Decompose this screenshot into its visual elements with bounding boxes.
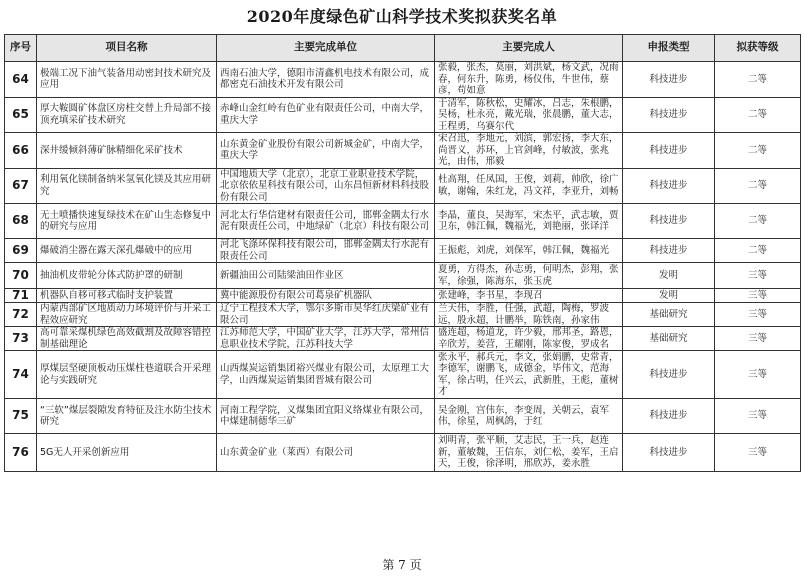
cell-level: 三等 (715, 263, 801, 289)
table-row (5, 239, 801, 263)
header-project-name: 项目名称 (37, 35, 217, 62)
cell-no: 66 (5, 133, 37, 169)
cell-no: 72 (5, 303, 37, 327)
cell-project-name: 5G无人开采创新应用 (37, 434, 217, 472)
table-row (5, 303, 801, 327)
table-row (5, 263, 801, 289)
cell-level: 三等 (715, 351, 801, 399)
table-row (5, 434, 801, 472)
cell-people: 于清军，陈秋松，史耀冰，吕志，朱根鹏，吴杨，杜永亮，戴光瑞，张晨鹏，董大志，王程勇，乌赛尔代 (435, 97, 623, 133)
cell-unit: 山西煤炭运销集团裕兴煤业有限公司，太原理工大学，山西煤炭运销集团晋城有限公司 (217, 351, 435, 399)
cell-level: 二等 (715, 204, 801, 239)
cell-type: 基础研究 (623, 327, 715, 351)
cell-level: 二等 (715, 239, 801, 263)
cell-people: 张毅，张杰，莫丽，刘洪斌，杨文武，况雨春，何东升，陈勇，杨仪伟，牛世伟，蔡彦，苟如意 (435, 62, 623, 98)
cell-project-name: 极端工况下油气装备用动密封技术研究及应用 (37, 62, 217, 98)
header-level: 拟获等级 (715, 35, 801, 62)
awards-table (4, 34, 801, 472)
cell-type: 科技进步 (623, 133, 715, 169)
table-row (5, 327, 801, 351)
cell-level: 三等 (715, 399, 801, 434)
table-row (5, 168, 801, 204)
table-row (5, 62, 801, 98)
cell-level: 三等 (715, 303, 801, 327)
cell-level: 二等 (715, 97, 801, 133)
cell-type: 发明 (623, 263, 715, 289)
cell-no: 68 (5, 204, 37, 239)
cell-project-name: 深井缓倾斜薄矿脉精细化采矿技术 (37, 133, 217, 169)
table-row (5, 97, 801, 133)
cell-no: 67 (5, 168, 37, 204)
cell-project-name: “三软”煤层裂隙发育特征及注水防尘技术研究 (37, 399, 217, 434)
table-body (5, 62, 801, 472)
cell-people: 刘明青，张平顺，艾志民，王一兵，赵连新，董敏魏，王信东，刘仁松，姜军，王启天，王俊，徐泽明，邢欣苏，姜永胜 (435, 434, 623, 472)
header-type: 申报类型 (623, 35, 715, 62)
cell-level: 三等 (715, 434, 801, 472)
cell-unit: 河北太行华信建材有限责任公司，邯郸金隅太行水泥有限责任公司，中地绿矿（北京）科技有限公司 (217, 204, 435, 239)
cell-unit: 辽宁工程技术大学，鄂尔多斯市昊华红庆梁矿业有限公司 (217, 303, 435, 327)
cell-level: 二等 (715, 168, 801, 204)
cell-people: 吴金刚，宫伟东，李变周，关朝云，袁军伟，徐星，周枫鸽，于红 (435, 399, 623, 434)
cell-no: 64 (5, 62, 37, 98)
cell-no: 74 (5, 351, 37, 399)
cell-people: 盛连超，杨道龙，许少毅，邢邦圣，路恩，辛欣芳，姜营，王耀刚，陈家俊，罗成名 (435, 327, 623, 351)
cell-project-name: 高可靠采煤机绿色高效截割及故障容错控制基础理论 (37, 327, 217, 351)
cell-people: 兰天伟，李胜，任强，武超，陶梅，罗波远，殷永超，计鹏举，陈铁南，孙家伟 (435, 303, 623, 327)
cell-project-name: 厚煤层坚硬顶板动压煤柱巷道联合开采理论与实践研究 (37, 351, 217, 399)
cell-no: 69 (5, 239, 37, 263)
table-row (5, 289, 801, 303)
cell-type: 科技进步 (623, 399, 715, 434)
cell-type: 科技进步 (623, 97, 715, 133)
cell-project-name: 爆破消尘器在露天深孔爆破中的应用 (37, 239, 217, 263)
cell-project-name: 机器队自移可移式临时支护装置 (37, 289, 217, 303)
header-unit: 主要完成单位 (217, 35, 435, 62)
cell-level: 二等 (715, 62, 801, 98)
cell-type: 科技进步 (623, 62, 715, 98)
cell-type: 科技进步 (623, 168, 715, 204)
cell-unit: 河南工程学院，义煤集团宜阳义络煤业有限公司，中煤建制德华三矿 (217, 399, 435, 434)
cell-unit: 西南石油大学，德阳市清鑫机电技术有限公司，成都密克石油技术开发有限公司 (217, 62, 435, 98)
cell-no: 65 (5, 97, 37, 133)
cell-type: 科技进步 (623, 204, 715, 239)
cell-type: 发明 (623, 289, 715, 303)
cell-unit: 山东黄金矿业（莱西）有限公司 (217, 434, 435, 472)
cell-project-name: 厚大鞍圆矿体盘区房柱交替上升局部不接顶充填采矿技术研究 (37, 97, 217, 133)
cell-type: 基础研究 (623, 303, 715, 327)
cell-people: 王振彪，刘虎，刘保军，韩江佩，魏福光 (435, 239, 623, 263)
cell-no: 71 (5, 289, 37, 303)
cell-people: 张建峰，李书星，李现召 (435, 289, 623, 303)
cell-people: 宋召迅，李地元，刘滨，郭宏扬，李大东，尚晋义，苏环，上官剑峰，付敏波，张兆光，由伟，邢毅 (435, 133, 623, 169)
cell-unit: 中国地质大学（北京），北京工业职业技术学院，北京依依星科技有限公司，山东昌恒新材料科技股份有限公司 (217, 168, 435, 204)
cell-unit: 山东黄金矿业股份有限公司新城金矿，中南大学，重庆大学 (217, 133, 435, 169)
cell-unit: 新疆油田公司陆梁油田作业区 (217, 263, 435, 289)
cell-no: 76 (5, 434, 37, 472)
cell-people: 夏勇，方得杰，孙志勇，何明杰，彭翔，张军，徐强，陈海东，张玉虎 (435, 263, 623, 289)
cell-type: 科技进步 (623, 239, 715, 263)
cell-level: 三等 (715, 289, 801, 303)
cell-people: 张永平，郝兵元，李文，张娟鹏，史常青，李德军，谢鹏飞，成德金，毕伟文，范海军，徐占明，任兴云，武新胜，王彪，董树才 (435, 351, 623, 399)
cell-no: 75 (5, 399, 37, 434)
page-number: 第 7 页 (382, 558, 422, 572)
cell-level: 三等 (715, 327, 801, 351)
cell-project-name: 抽油机皮带轮分体式防护罩的研制 (37, 263, 217, 289)
table-row (5, 133, 801, 169)
table-row (5, 399, 801, 434)
cell-type: 科技进步 (623, 434, 715, 472)
header-no: 序号 (5, 35, 37, 62)
cell-unit: 赤峰山金红岭有色矿业有限责任公司，中南大学，重庆大学 (217, 97, 435, 133)
cell-people: 李晶，董良，吴海军，宋杰平，武志敏，贾卫东，韩江佩，魏福光，刘艳丽，张译洋 (435, 204, 623, 239)
cell-people: 杜高翔，任凤国，王俊，刘莉，帅欣，徐广敏，谢翰，朱红龙，冯文祥，李亚升，刘畅 (435, 168, 623, 204)
table-row (5, 204, 801, 239)
cell-level: 二等 (715, 133, 801, 169)
cell-project-name: 无土喷播快速复绿技术在矿山生态修复中的研究与应用 (37, 204, 217, 239)
header-people: 主要完成人 (435, 35, 623, 62)
cell-type: 科技进步 (623, 351, 715, 399)
cell-no: 70 (5, 263, 37, 289)
document-title: 2020年度绿色矿山科学技术奖拟获奖名单 (246, 7, 558, 26)
cell-unit: 江苏师范大学，中国矿业大学，江苏大学，常州信息职业技术学院，江苏科技大学 (217, 327, 435, 351)
cell-project-name: 内蒙西部矿区地质动力环境评价与开采工程效应研究 (37, 303, 217, 327)
cell-project-name: 利用氧化镁制备纳米氢氧化镁及其应用研究 (37, 168, 217, 204)
cell-unit: 冀中能源股份有限公司葛泉矿机器队 (217, 289, 435, 303)
cell-no: 73 (5, 327, 37, 351)
cell-unit: 河北飞涤环保科技有限公司，邯郸金隅太行水泥有限责任公司 (217, 239, 435, 263)
table-row (5, 351, 801, 399)
table-header (5, 35, 801, 62)
